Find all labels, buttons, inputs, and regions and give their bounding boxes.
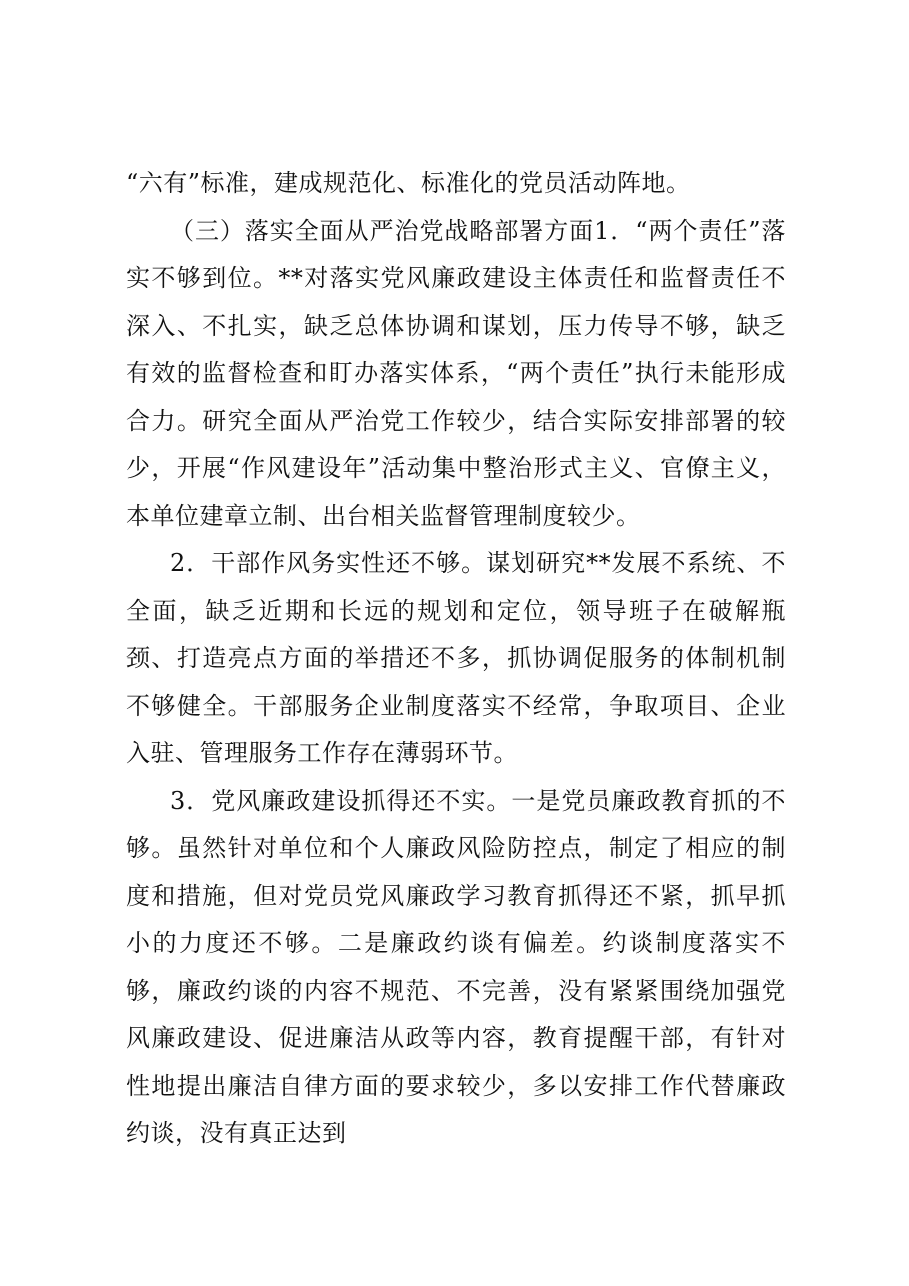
document-body <box>126 160 786 1158</box>
paragraph-continuation: “六有”标准，建成规范化、标准化的党员活动阵地。 <box>126 169 691 197</box>
paragraph-item-two: 2．干部作风务实性还不够。谋划研究**发展不系统、不全面，缺乏近期和长远的规划和定位，领导班子在破解瓶颈、打造亮点方面的举措还不多，抓协调促服务的体制机制不够健全。干部服务企业制度落实不经常，争取项目、企业入驻、管理服务工作存在薄弱环节。 <box>126 549 786 767</box>
paragraph-section-three: （三）落实全面从严治党战略部署方面1．“两个责任”落实不够到位。**对落实党风廉政建设主体责任和监督责任不深入、不扎实，缺乏总体协调和谋划，压力传导不够，缺乏有效的监督检查和盯办落实体系，“两个责任”执行未能形成合力。研究全面从严治党工作较少，结合实际安排部署的较少，开展“作风建设年”活动集中整治形式主义、官僚主义，本单位建章立制、出台相关监督管理制度较少。 <box>126 216 786 530</box>
paragraph-item-three: 3．党风廉政建设抓得还不实。一是党员廉政教育抓的不够。虽然针对单位和个人廉政风险防控点，制定了相应的制度和措施，但对党员党风廉政学习教育抓得还不紧，抓早抓小的力度还不够。二是廉政约谈有偏差。约谈制度落实不够，廉政约谈的内容不规范、不完善，没有紧紧围绕加强党风廉政建设、促进廉洁从政等内容，教育提醒干部，有针对性地提出廉洁自律方面的要求较少，多以安排工作代替廉政约谈，没有真正达到 <box>126 786 786 1147</box>
